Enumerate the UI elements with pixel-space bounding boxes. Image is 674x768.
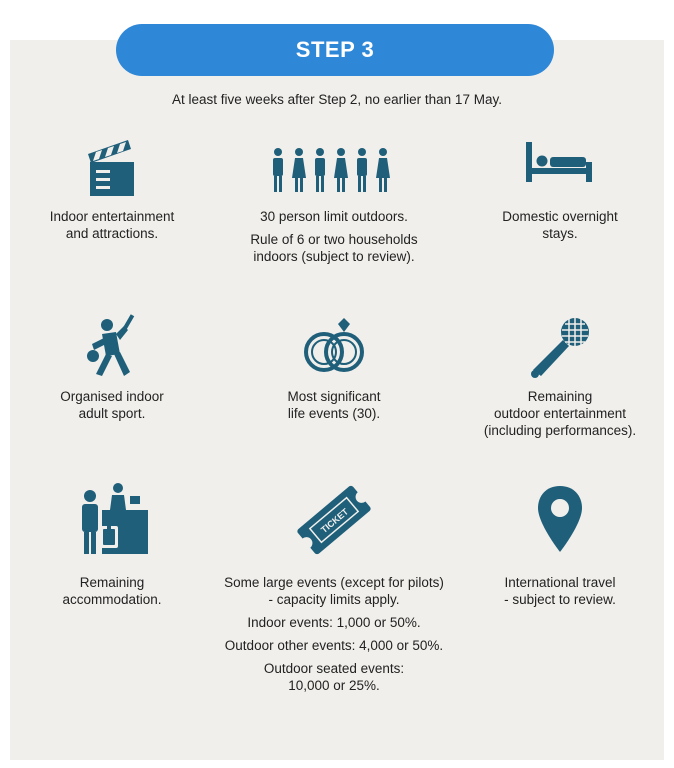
item-text: 30 person limit outdoors. (260, 209, 408, 224)
item-life-events (222, 314, 446, 422)
sport-icon (82, 314, 142, 382)
people-icon (268, 136, 400, 200)
item-text: Organised indoor adult sport. (60, 389, 164, 421)
item-text: Remaining outdoor entertainment (including performances). (483, 389, 637, 438)
item-text: Indoor entertainment and attractions. (49, 209, 175, 241)
ticket-icon (294, 482, 374, 558)
item-indoor-entertainment (0, 136, 224, 242)
microphone-icon (525, 314, 595, 382)
step-subtitle: At least five weeks after Step 2, no earlier than 17 May. (172, 92, 502, 107)
item-text: Rule of 6 or two households indoors (subject to review). (250, 232, 418, 264)
clapperboard-icon (82, 136, 142, 200)
item-text: Remaining accommodation. (62, 575, 162, 607)
reception-icon (72, 482, 152, 558)
location-pin-icon (530, 482, 590, 558)
item-text: Most significant life events (30). (287, 389, 381, 421)
item-international-travel (448, 482, 672, 608)
item-person-limit (222, 136, 446, 265)
item-indoor-sport (0, 314, 224, 422)
item-text: Outdoor seated events: 10,000 or 25%. (263, 661, 405, 693)
item-text: Indoor events: 1,000 or 50%. (247, 615, 421, 630)
item-text: Domestic overnight stays. (502, 209, 618, 241)
item-text: Outdoor other events: 4,000 or 50%. (224, 638, 444, 653)
bed-icon (520, 136, 600, 200)
ticket-text: TICKET (318, 506, 351, 536)
item-text: Some large events (except for pilots) - capacity limits apply. (224, 575, 444, 607)
item-text: International travel - subject to review. (504, 575, 616, 607)
step-title-banner: STEP 3 (116, 24, 554, 76)
item-overnight-stays (448, 136, 672, 242)
rings-icon (294, 314, 374, 382)
item-accommodation (0, 482, 224, 608)
item-outdoor-entertainment (448, 314, 672, 439)
item-large-events (222, 482, 446, 694)
